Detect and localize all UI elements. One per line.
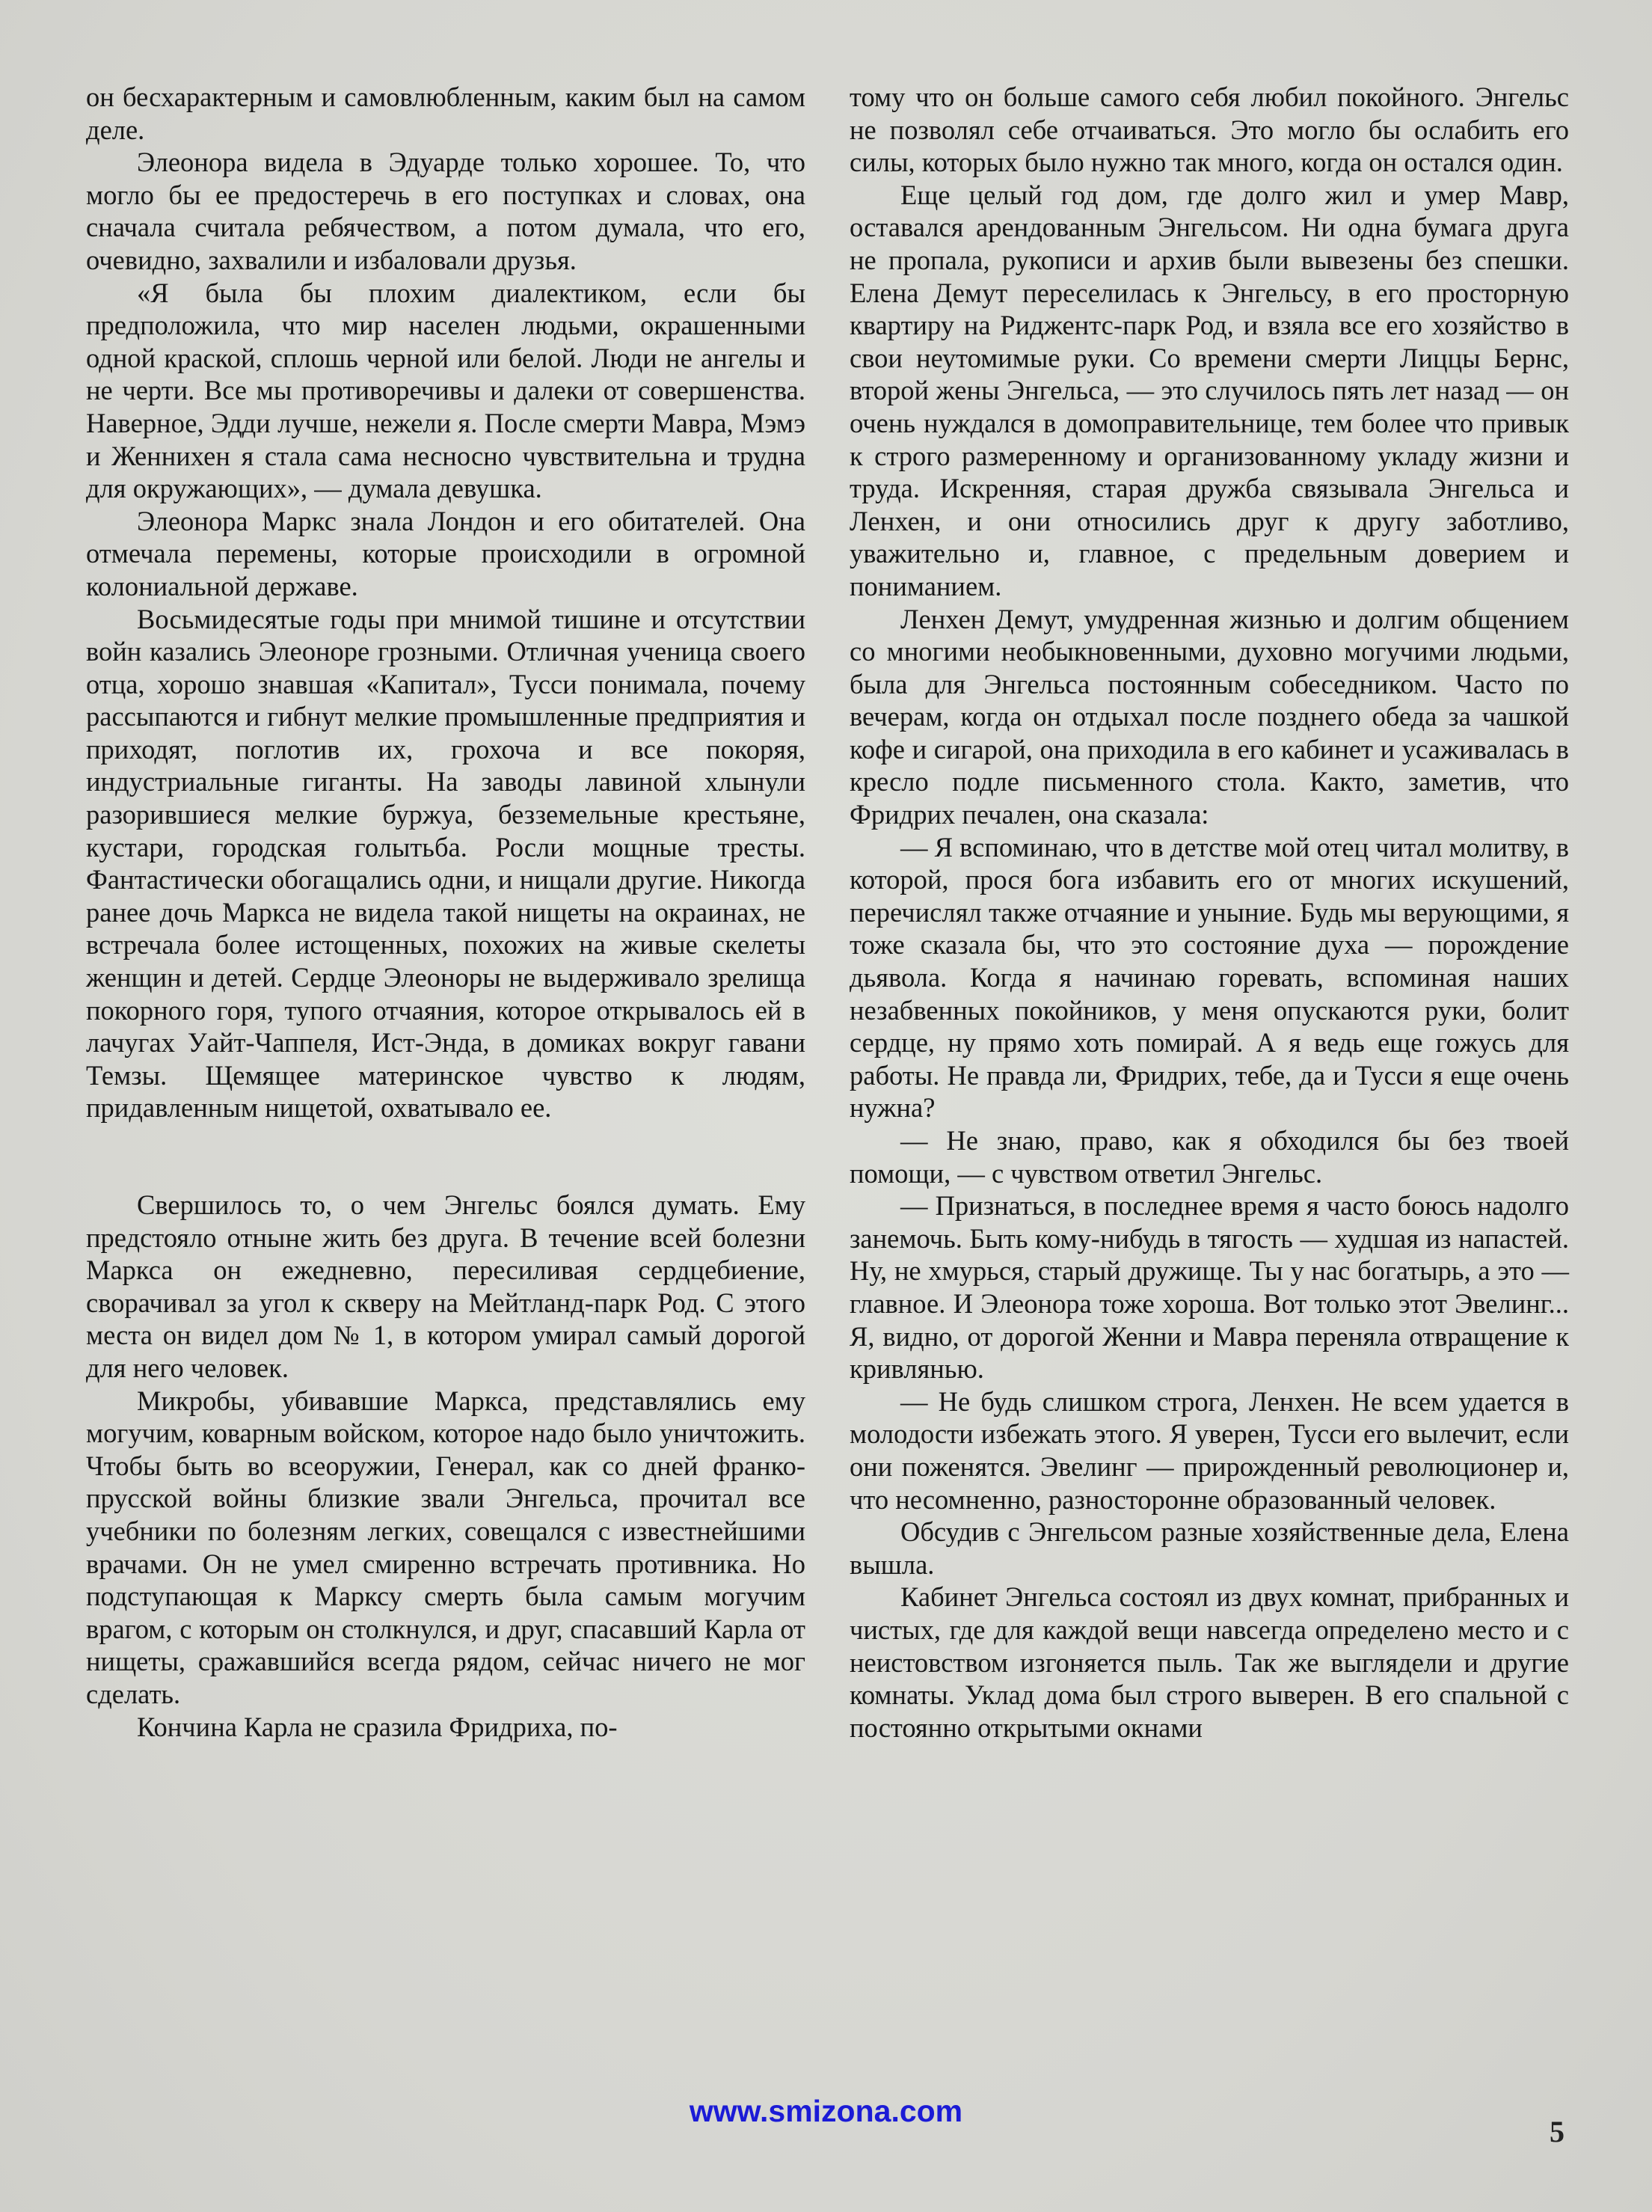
page-number: 5 bbox=[1550, 2115, 1565, 2148]
paragraph: — Не знаю, право, как я обходился бы без твоей помощи, — с чувством ответил Энгельс. bbox=[850, 1125, 1569, 1189]
paragraph: Восьмидесятые годы при мнимой тишине и отсутствии войн казались Элеоноре грозными. Отличная ученица своего отца, хорошо знавшая «Капитал», Тусси понимала, почему рассыпаются и гибнут мелкие промышленные предприятия и приходят, поглотив их, грохоча и все покоряя, индустриальные гиганты. На заводы лавиной хлынули разорившиеся мелкие буржуа, безземельные крестьяне, кустари, городская голытьба. Росли мощные тресты. Фантастически обогащались одни, и нищали другие. Никогда ранее дочь Маркса не видела такой нищеты на окраинах, не встречала более истощенных, похожих на живые скелеты женщин и детей. Сердце Элеоноры не выдерживало зрелища покорного горя, тупого отчаяния, которое открывалось ей в лачугах Уайт-Чаппеля, Ист-Энда, в домиках вокруг гавани Темзы. Щемящее материнское чувство к людям, придавленным нищетой, охватывало ее. bbox=[86, 603, 805, 1124]
paragraph: Кабинет Энгельса состоял из двух комнат, прибранных и чистых, где для каждой вещи навсегда определено место и с неистовством изгоняется пыль. Так же выглядели и другие комнаты. Уклад дома был строго выверен. В его спальной с постоянно открытыми окнами bbox=[850, 1581, 1569, 1743]
left-text-column bbox=[86, 81, 805, 1743]
paragraph: Микробы, убивавшие Маркса, представлялись ему могучим, коварным войском, которое надо было уничтожить. Чтобы быть во всеоружии, Генерал, как со дней франко-прусской войны близкие звали Энгельса, прочитал все учебники по болезням легких, совещался с известнейшими врачами. Он не умел смиренно встречать противника. Но подступающая к Марксу смерть была самым могучим врагом, с которым он столкнулся, и друг, спасавший Карла от нищеты, сражавшийся всегда рядом, сейчас ничего не мог сделать. bbox=[86, 1385, 805, 1709]
paragraph: тому что он больше самого себя любил покойного. Энгельс не позволял себе отчаиваться. Это могло бы ослабить его силы, которых было нужно так много, когда он остался один. bbox=[850, 82, 1569, 178]
paragraph: Кончина Карла не сразила Фридриха, по- bbox=[137, 1711, 618, 1742]
paragraph: Обсудив с Энгельсом разные хозяйственные дела, Елена вышла. bbox=[850, 1516, 1569, 1580]
paragraph: — Я вспоминаю, что в детстве мой отец читал молитву, в которой, прося бога избавить его от многих искушений, перечислял также отчаяние и уныние. Будь мы верующими, я тоже сказала бы, что это состояние духа — порождение дьявола. Когда я начинаю горевать, вспоминая наших незабвенных покойников, у меня опускаются руки, болит сердце, ну прямо хоть помирай. А я ведь еще гожусь для работы. Не правда ли, Фридрих, тебе, да и Тусси я еще очень нужна? bbox=[850, 831, 1569, 1124]
paragraph: Элеонора Маркс знала Лондон и его обитателей. Она отмечала перемены, которые происходили в огромной колониальной державе. bbox=[86, 505, 805, 601]
paragraph: Ленхен Демут, умудренная жизнью и долгим общением со многими необыкновенными, духовно могучими людьми, была для Энгельса постоянным собеседником. Часто по вечерам, когда он отдыхал после позднего обеда за чашкой кофе и сигарой, она приходила в его кабинет и усаживалась в кресло подле письменного стола. Както, заметив, что Фридрих печален, она сказала: bbox=[850, 603, 1569, 830]
paragraph: — Признаться, в последнее время я часто боюсь надолго занемочь. Быть кому-нибудь в тягость — худшая из напастей. Ну, не хмурься, старый дружище. Ты у нас богатырь, а это — главное. И Элеонора тоже хороша. Вот только этот Эвелинг... Я, видно, от дорогой Женни и Мавра переняла отвращение к кривлянью. bbox=[850, 1190, 1569, 1385]
right-text-column bbox=[850, 81, 1569, 1744]
paragraph: он бесхарактерным и самовлюбленным, каким был на самом деле. bbox=[86, 82, 805, 145]
section-break bbox=[86, 1124, 805, 1189]
paragraph: Элеонора видела в Эдуарде только хорошее. То, что могло бы ее предостеречь в его поступках и словах, она сначала считала ребячеством, а потом думала, что его, очевидно, захвалили и избаловали друзья. bbox=[86, 147, 805, 275]
footer-website-url: www.smizona.com bbox=[689, 2094, 963, 2128]
paragraph: Свершилось то, о чем Энгельс боялся думать. Ему предстояло отныне жить без друга. В течение всей болезни Маркса он ежедневно, пересиливая сердцебиение, сворачивал за угол к скверу на Мейтланд-парк Род. С этого места он видел дом № 1, в котором умирал самый дорогой для него человек. bbox=[86, 1189, 805, 1383]
paragraph: «Я была бы плохим диалектиком, если бы предположила, что мир населен людьми, окрашенными одной краской, сплошь черной или белой. Люди не ангелы и не черти. Все мы противоречивы и далеки от совершенства. Наверное, Эдди лучше, нежели я. После смерти Мавра, Мэмэ и Женнихен я стала сама несносно чувствительна и трудна для окружающих», — думала девушка. bbox=[86, 277, 805, 504]
paragraph: — Не будь слишком строга, Ленхен. Не всем удается в молодости избежать этого. Я уверен, Тусси его вылечит, если они поженятся. Эвелинг — прирожденный революционер и, что несомненно, разносторонне образованный человек. bbox=[850, 1385, 1569, 1515]
paragraph: Еще целый год дом, где долго жил и умер Мавр, оставался арендованным Энгельсом. Ни одна бумага друга не пропала, рукописи и архив были вывезены без спешки. Елена Демут переселилась к Энгельсу, в его просторную квартиру на Риджентс-парк Род, и взяла все его хозяйство в свои неутомимые руки. Со времени смерти Лиццы Бернс, второй жены Энгельса, — это случилось пять лет назад — он очень нуждался в домоправительнице, тем более что привык к строго размеренному и организованному укладу жизни и труда. Искренняя, старая дружба связывала Энгельса и Ленхен, и они относились друг к другу заботливо, уважительно и, главное, с предельным доверием и пониманием. bbox=[850, 179, 1569, 601]
